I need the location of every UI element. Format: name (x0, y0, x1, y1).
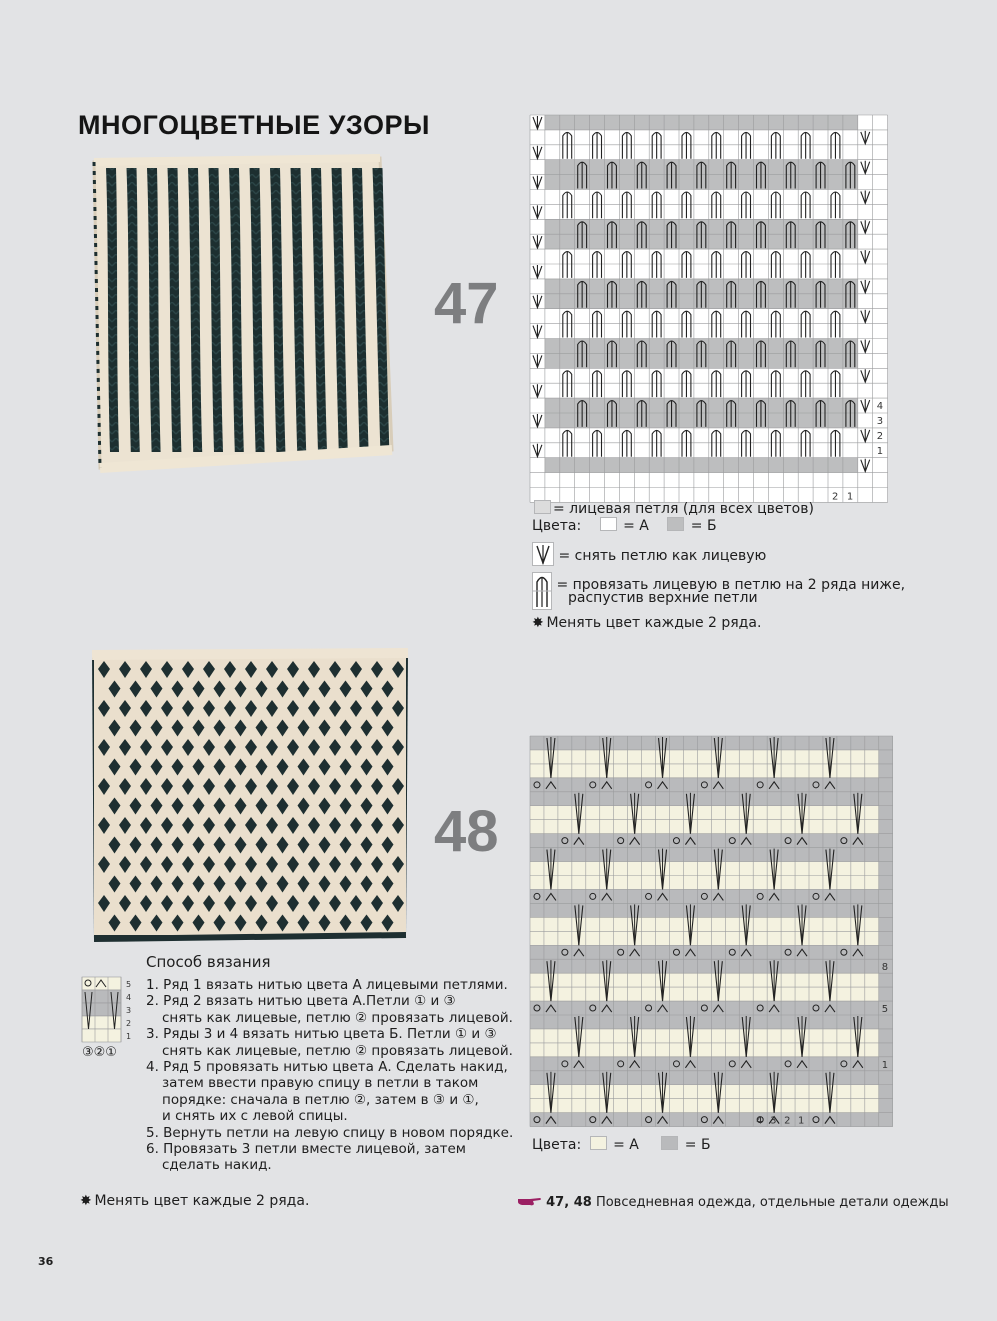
colors-label: Цвета: (532, 518, 582, 534)
color-a-row (530, 987, 879, 1001)
note-48-row (80, 1193, 309, 1209)
column-number: 2 (784, 1115, 791, 1127)
color-a-row (530, 764, 879, 778)
row-number: 4 (876, 401, 884, 413)
method-step-line: снять как лицевые, петлю ② провязать лицевой. (162, 1009, 513, 1026)
page-number: 36 (38, 1255, 54, 1268)
mini-row-number: 3 (126, 1006, 132, 1015)
knit-swatch-icon (534, 500, 551, 514)
color-b-row (545, 458, 858, 473)
color-a-row (530, 1085, 879, 1099)
color-a-row (530, 973, 879, 987)
row-number: 2 (876, 430, 884, 442)
mini-row (82, 1029, 121, 1042)
legend-knit: = лицевая петля (для всех цветов) (553, 501, 814, 517)
pattern-47-number: 47 (434, 271, 499, 336)
method-step-line: 2. Ряд 2 вязать нитью цвета А.Петли ① и ③ (146, 993, 456, 1010)
mini-row-number: 2 (126, 1019, 132, 1028)
mini-chart-stitches: ③②① (82, 1045, 117, 1060)
color-a-label: = А (623, 518, 649, 534)
method-step-line: 1. Ряд 1 вязать нитью цвета А лицевыми петлями. (146, 977, 508, 993)
method-step-line: порядке: сначала в петлю ②, затем в ③ и ①, (162, 1091, 479, 1108)
method-step-line: 5. Вернуть петли на левую спицу в новом порядке. (146, 1124, 514, 1141)
color-a-row (530, 1029, 879, 1043)
method-step-line: 3. Ряды 3 и 4 вязать нитью цвета Б. Петли ① и ③ (146, 1026, 497, 1043)
note-48: Менять цвет каждые 2 ряда. (94, 1193, 310, 1209)
method-step-line: 4. Ряд 5 провязать нитью цвета А. Сделать накид, (146, 1059, 508, 1076)
color-a-swatch-48 (590, 1136, 607, 1150)
row-number: 8 (881, 962, 889, 974)
color-a-row (530, 750, 879, 764)
row-number: 5 (881, 1004, 889, 1016)
color-b-row (545, 115, 858, 130)
column-number: 3 (770, 1115, 777, 1127)
method-step-line: 6. Провязать 3 петли вместе лицевой, затем (146, 1141, 466, 1158)
color-a-swatch (600, 517, 617, 531)
color-b-swatch-48 (661, 1136, 678, 1150)
color-a-row (530, 1043, 879, 1057)
method-title: Способ вязания (146, 953, 271, 971)
swatch-48-photo (78, 645, 418, 945)
color-b-label-48: = Б (684, 1137, 711, 1153)
column-number: 4 (756, 1115, 763, 1127)
flower-bullet-icon: ✸ (532, 615, 544, 631)
column-number: 1 (846, 491, 854, 503)
color-a-row (530, 931, 879, 945)
mini-row (82, 1003, 121, 1016)
footer-ref-numbers: 47, 48 (546, 1195, 592, 1210)
mini-row (82, 990, 121, 1003)
slip-stitch-icon (532, 542, 554, 566)
color-a-row (530, 876, 879, 890)
color-a-row (530, 862, 879, 876)
knit-below-icon (532, 572, 552, 610)
method-step-line: снять как лицевые, петлю ② провязать лицевой. (162, 1042, 513, 1059)
method-step-line: затем ввести правую спицу в петли в таком (162, 1075, 479, 1092)
method-step-line: и снять их с левой спицы. (162, 1108, 348, 1125)
row-number: 1 (876, 445, 884, 457)
color-a-row (530, 917, 879, 931)
footer-reference (518, 1195, 949, 1210)
color-a-label-48: = А (613, 1137, 639, 1153)
note-47: Менять цвет каждые 2 ряда. (546, 615, 762, 631)
mini-row-number: 4 (126, 993, 132, 1002)
column-number: 2 (832, 491, 839, 503)
pattern-48-number: 48 (434, 799, 499, 864)
legend-knit-below-2: распустив верхние петли (568, 590, 758, 606)
mini-row (82, 977, 121, 990)
page-title: МНОГОЦВЕТНЫЕ УЗОРЫ (78, 110, 430, 140)
column-number: 1 (798, 1115, 805, 1127)
row-number: 3 (876, 416, 884, 427)
color-b-label: = Б (690, 518, 717, 534)
color-a-row (530, 1099, 879, 1113)
swatch-base (94, 657, 406, 935)
footer-ref-text: Повседневная одежда, отдельные детали одежды (595, 1195, 949, 1210)
swatch-47-photo (80, 150, 410, 480)
color-a-row (530, 820, 879, 834)
legend-48 (532, 1136, 832, 1156)
row-number: 1 (881, 1059, 889, 1071)
method-steps (146, 977, 526, 1177)
legend-knit-below-1: = провязать лицевую в петлю на 2 ряда ниже, (556, 577, 906, 593)
chart-47 (530, 115, 900, 503)
color-a-row (530, 806, 879, 820)
colors-label-48: Цвета: (532, 1137, 582, 1153)
method-step-line: сделать накид. (162, 1157, 272, 1174)
legend-47 (532, 500, 932, 650)
pointing-hand-icon (518, 1196, 542, 1206)
mini-row-number: 1 (126, 1032, 132, 1041)
flower-bullet-icon: ✸ (80, 1193, 92, 1209)
legend-slip: = снять петлю как лицевую (558, 548, 767, 564)
chart-48 (530, 736, 900, 1131)
mini-row-number: 5 (126, 980, 132, 989)
color-b-swatch (667, 517, 684, 531)
